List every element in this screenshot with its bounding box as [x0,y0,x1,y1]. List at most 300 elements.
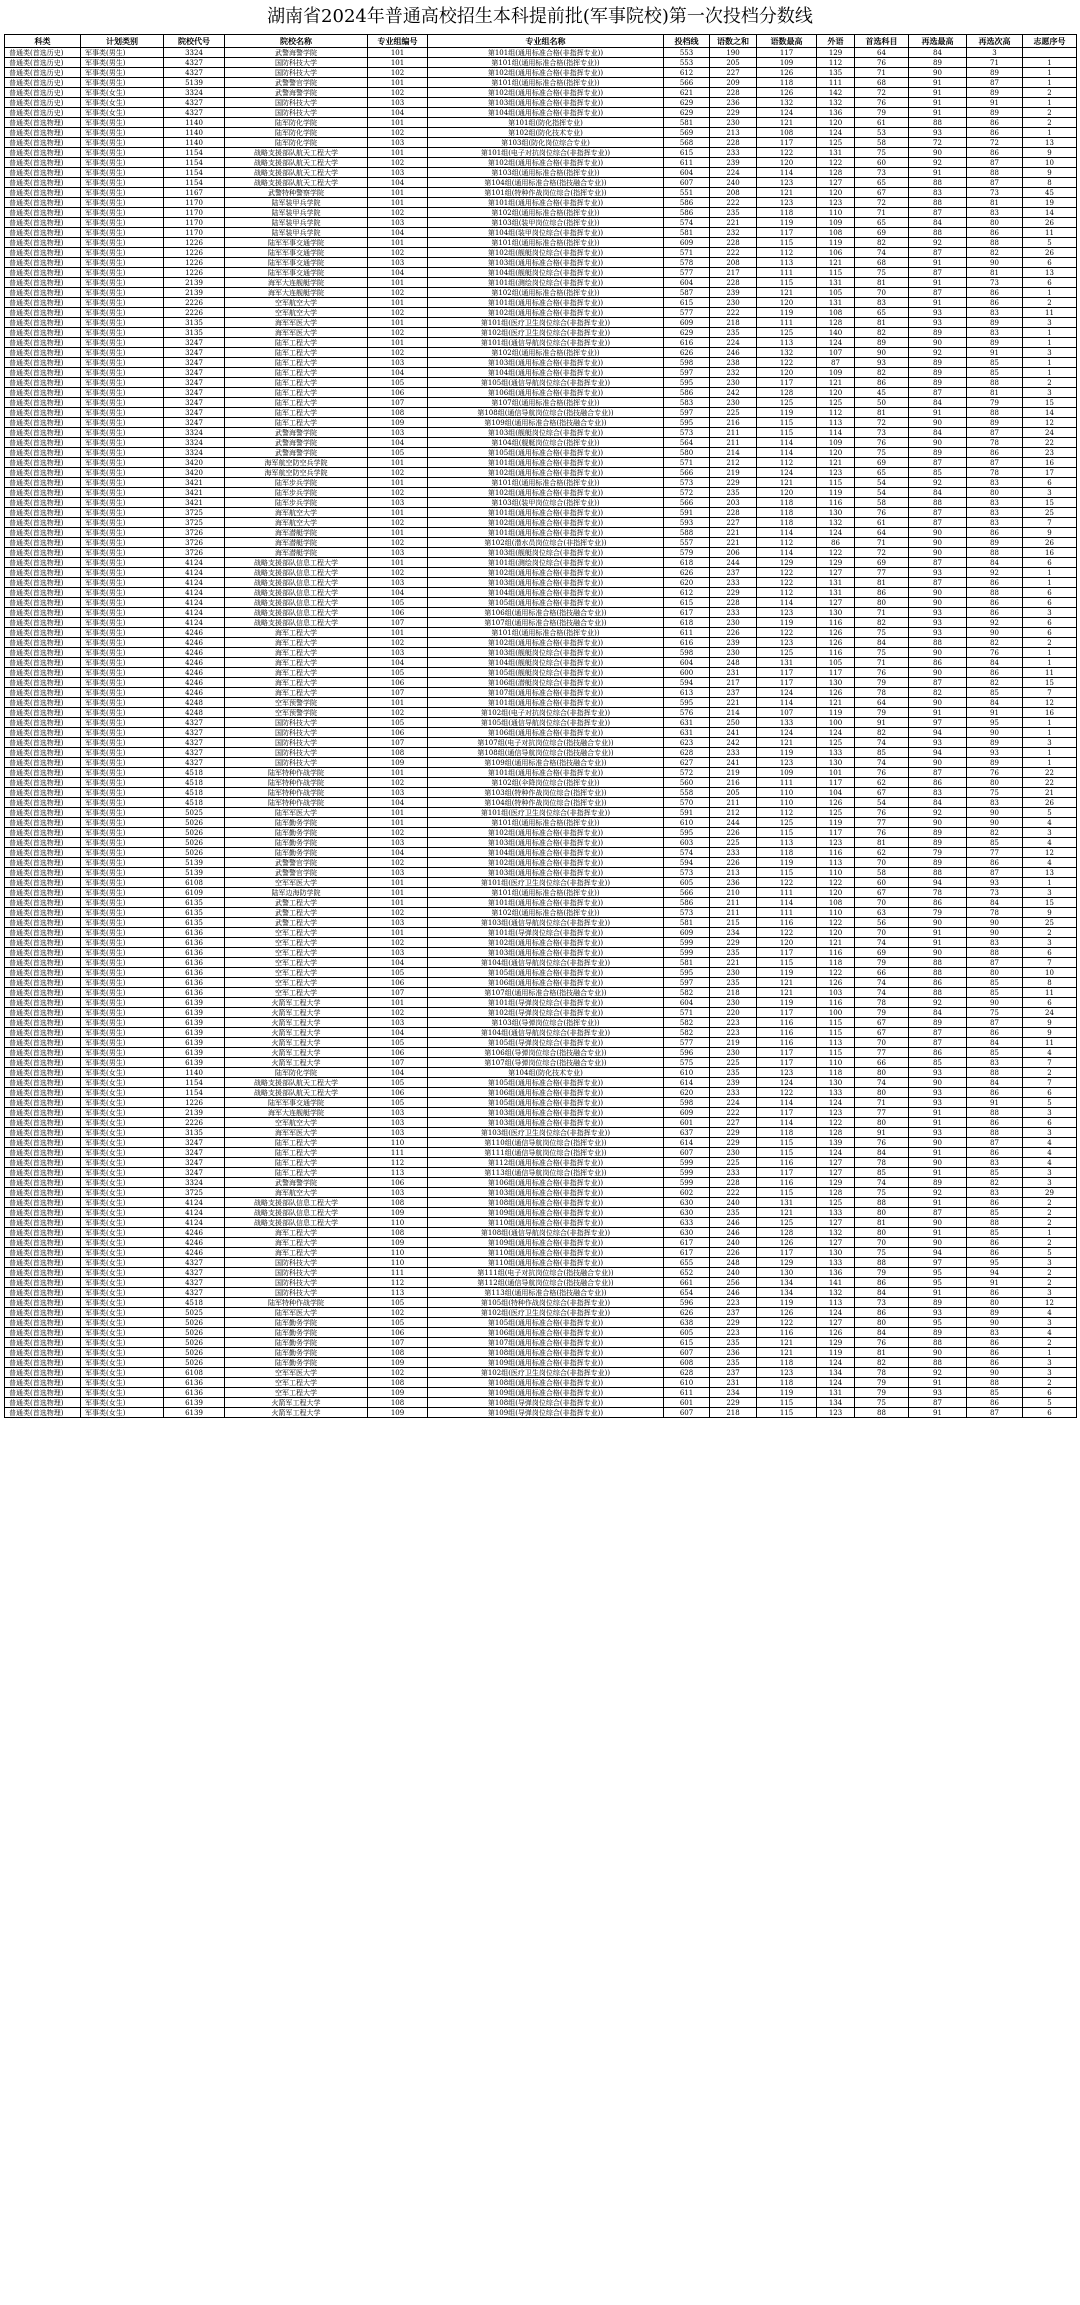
table-cell: 119 [817,238,855,248]
table-cell: 97 [909,718,967,728]
table-cell: 220 [710,1008,757,1018]
column-header: 再选次高 [967,35,1023,48]
table-row [5,288,1077,298]
table-cell: 45 [1023,188,1077,198]
table-cell: 军事类(男生) [81,628,164,638]
table-row [5,678,1077,688]
table-cell: 101 [368,148,428,158]
table-cell: 553 [664,58,710,68]
table-cell: 6 [1023,618,1077,628]
table-cell: 普通类(首选物理) [5,588,81,598]
table-cell: 普通类(首选物理) [5,478,81,488]
table-cell: 69 [855,558,909,568]
table-cell: 122 [757,358,817,368]
table-cell: 15 [1023,498,1077,508]
table-cell: 第104组(通信导航岗位综合(非指挥专业)) [428,1028,664,1038]
table-cell: 83 [967,208,1023,218]
table-cell: 第107组(通用标准合格(指挥专业)) [428,398,664,408]
table-cell: 573 [664,428,710,438]
table-cell: 84 [967,1078,1023,1088]
table-cell: 108 [368,1348,428,1358]
table-cell: 119 [757,408,817,418]
table-cell: 普通类(首选物理) [5,748,81,758]
table-cell: 221 [710,218,757,228]
table-cell: 211 [710,438,757,448]
table-cell: 4124 [164,1208,225,1218]
table-cell: 223 [710,1328,757,1338]
table-cell: 66 [855,1058,909,1068]
table-cell: 2 [1023,88,1077,98]
table-cell: 132 [817,518,855,528]
table-cell: 第103组(通用标准合格(非指挥专业)) [428,358,664,368]
table-cell: 81 [855,578,909,588]
table-row [5,688,1077,698]
table-cell: 4327 [164,728,225,738]
table-cell: 85 [855,748,909,758]
table-cell: 239 [710,1078,757,1088]
table-cell: 第104组(防化技术专业) [428,1068,664,1078]
table-cell: 110 [757,798,817,808]
table-cell: 第102组(通用标准合格(非指挥专业)) [428,938,664,948]
table-cell: 80 [967,488,1023,498]
table-cell: 607 [664,178,710,188]
table-cell: 普通类(首选物理) [5,768,81,778]
table-cell: 74 [855,978,909,988]
table-cell: 第102组(通用标准合格(非指挥专业)) [428,158,664,168]
table-cell: 122 [757,148,817,158]
table-cell: 军事类(女生) [81,1068,164,1078]
table-cell: 3 [1023,1178,1077,1188]
table-cell: 90 [909,548,967,558]
table-cell: 118 [757,1358,817,1368]
table-row [5,898,1077,908]
table-cell: 90 [909,948,967,958]
table-cell: 599 [664,1158,710,1168]
table-row [5,168,1077,178]
table-cell: 普通类(首选历史) [5,58,81,68]
table-cell: 210 [710,888,757,898]
table-cell: 85 [967,688,1023,698]
table-cell: 88 [967,548,1023,558]
table-cell: 224 [710,1098,757,1108]
table-cell: 1140 [164,138,225,148]
table-cell: 军事类(男生) [81,398,164,408]
table-cell: 114 [757,168,817,178]
table-cell: 239 [710,158,757,168]
table-cell: 106 [817,248,855,258]
table-cell: 102 [368,518,428,528]
table-cell: 军事类(女生) [81,1148,164,1158]
table-cell: 军事类(男生) [81,638,164,648]
table-cell: 638 [664,1318,710,1328]
table-cell: 229 [710,588,757,598]
table-cell: 119 [817,818,855,828]
table-cell: 第109组(通用标准合格(指技融合专业)) [428,418,664,428]
table-cell: 军事类(女生) [81,1158,164,1168]
table-cell: 陆军步兵学院 [225,478,368,488]
table-row [5,368,1077,378]
table-cell: 军事类(男生) [81,568,164,578]
table-cell: 86 [967,1338,1023,1348]
table-cell: 4246 [164,648,225,658]
table-cell: 573 [664,908,710,918]
table-row [5,488,1077,498]
table-cell: 陆军防化学院 [225,128,368,138]
table-cell: 117 [757,138,817,148]
table-row [5,1168,1077,1178]
table-cell: 133 [757,718,817,728]
table-cell: 71 [855,208,909,218]
table-cell: 628 [664,748,710,758]
table-cell: 军事类(男生) [81,788,164,798]
table-cell: 军事类(女生) [81,1108,164,1118]
table-cell: 军事类(男生) [81,538,164,548]
table-cell: 陆军工程大学 [225,1148,368,1158]
table-cell: 110 [368,1248,428,1258]
table-cell: 战略支援部队信息工程大学 [225,568,368,578]
table-cell: 第113组(通信导航岗位综合(指挥专业)) [428,1168,664,1178]
table-cell: 566 [664,888,710,898]
table-cell: 78 [855,688,909,698]
table-cell: 230 [710,1048,757,1058]
table-cell: 5 [1023,808,1077,818]
table-cell: 87 [967,868,1023,878]
table-cell: 陆军勤务学院 [225,848,368,858]
table-cell: 普通类(首选物理) [5,978,81,988]
table-cell: 91 [967,98,1023,108]
table-cell: 71 [855,68,909,78]
table-cell: 101 [368,188,428,198]
table-cell: 127 [817,568,855,578]
table-cell: 76 [855,768,909,778]
table-cell: 军事类(男生) [81,968,164,978]
table-cell: 124 [817,1148,855,1158]
table-cell: 230 [710,648,757,658]
table-row [5,1198,1077,1208]
table-cell: 军事类(男生) [81,1008,164,1018]
table-cell: 73 [855,1298,909,1308]
table-cell: 第103组(舰艇岗位综合(非指挥专业)) [428,428,664,438]
table-cell: 108 [368,1378,428,1388]
table-cell: 普通类(首选物理) [5,698,81,708]
table-cell: 3 [1023,1258,1077,1268]
table-cell: 115 [757,278,817,288]
table-cell: 125 [817,738,855,748]
table-cell: 88 [967,948,1023,958]
table-cell: 94 [909,878,967,888]
table-cell: 103 [817,988,855,998]
table-cell: 598 [664,648,710,658]
table-cell: 军事类(男生) [81,438,164,448]
table-cell: 普通类(首选物理) [5,1028,81,1038]
table-cell: 第109组(通用标准合格(非指挥专业)) [428,1238,664,1248]
table-cell: 102 [368,708,428,718]
table-cell: 88 [855,1198,909,1208]
table-row [5,1268,1077,1278]
table-cell: 82 [967,1178,1023,1188]
table-cell: 130 [757,1268,817,1278]
table-cell: 73 [967,278,1023,288]
table-cell: 105 [368,448,428,458]
table-cell: 71 [855,538,909,548]
table-cell: 229 [710,1138,757,1148]
table-cell: 103 [368,358,428,368]
table-cell: 普通类(首选物理) [5,1388,81,1398]
table-row [5,658,1077,668]
table-cell: 空军航空大学 [225,308,368,318]
table-cell: 海军潜艇学院 [225,538,368,548]
table-cell: 1170 [164,198,225,208]
table-cell: 626 [664,348,710,358]
table-cell: 609 [664,928,710,938]
table-cell: 102 [368,568,428,578]
table-cell: 111 [368,1148,428,1158]
table-cell: 第101组(通用标准合格(非指挥专业)) [428,298,664,308]
table-cell: 229 [710,1318,757,1328]
table-cell: 115 [757,868,817,878]
table-cell: 4124 [164,558,225,568]
table-cell: 第101组(导弹岗位综合(非指挥专业)) [428,928,664,938]
table-row [5,878,1077,888]
table-cell: 90 [909,1158,967,1168]
table-cell: 123 [817,198,855,208]
table-cell: 102 [368,248,428,258]
table-cell: 普通类(首选物理) [5,408,81,418]
table-cell: 230 [710,618,757,628]
table-cell: 92 [909,238,967,248]
table-cell: 70 [855,288,909,298]
table-cell: 73 [967,888,1023,898]
column-header: 语数之和 [710,35,757,48]
table-cell: 第105组(特种作战岗位综合(非指挥专业)) [428,1298,664,1308]
table-cell: 93 [909,1068,967,1078]
table-cell: 91 [855,1128,909,1138]
table-cell: 普通类(首选物理) [5,1208,81,1218]
table-cell: 104 [368,1068,428,1078]
table-cell: 106 [368,1048,428,1058]
table-cell: 普通类(首选物理) [5,1008,81,1018]
table-row [5,318,1077,328]
table-cell: 81 [967,268,1023,278]
table-cell: 普通类(首选物理) [5,968,81,978]
table-cell: 103 [368,918,428,928]
table-cell: 120 [757,158,817,168]
table-cell: 88 [855,1258,909,1268]
table-cell: 91 [909,78,967,88]
table-cell: 军事类(男生) [81,308,164,318]
table-cell: 115 [757,418,817,428]
table-cell: 86 [967,1148,1023,1158]
table-cell: 军事类(男生) [81,648,164,658]
table-cell: 112 [757,248,817,258]
table-cell: 101 [368,58,428,68]
table-cell: 230 [710,998,757,1008]
table-cell: 第106组(通用标准合格(指技融合专业)) [428,608,664,618]
table-cell: 陆军特种作战学院 [225,788,368,798]
table-cell: 第102组(舰艇岗位综合(非指挥专业)) [428,248,664,258]
table-cell: 第105组(通用标准合格(非指挥专业)) [428,598,664,608]
table-cell: 122 [817,158,855,168]
table-cell: 89 [909,378,967,388]
table-row [5,188,1077,198]
table-cell: 108 [368,408,428,418]
table-cell: 军事类(男生) [81,928,164,938]
table-cell: 战略支援部队航天工程大学 [225,1088,368,1098]
table-cell: 3725 [164,518,225,528]
table-cell: 第109组(通用标准合格(非指挥专业)) [428,1358,664,1368]
table-cell: 5026 [164,818,225,828]
table-cell: 79 [855,1008,909,1018]
table-cell: 国防科技大学 [225,1268,368,1278]
table-cell: 107 [368,688,428,698]
table-cell: 125 [817,138,855,148]
table-cell: 6139 [164,1058,225,1068]
table-cell: 91 [967,1278,1023,1288]
table-row [5,468,1077,478]
table-cell: 80 [855,1228,909,1238]
table-cell: 121 [817,698,855,708]
table-cell: 126 [817,688,855,698]
table-cell: 陆军工程大学 [225,378,368,388]
table-cell: 230 [710,298,757,308]
table-cell: 121 [757,478,817,488]
table-cell: 军事类(男生) [81,298,164,308]
table-cell: 普通类(首选物理) [5,188,81,198]
table-cell: 军事类(男生) [81,1018,164,1028]
table-cell: 87 [909,1398,967,1408]
table-cell: 121 [817,458,855,468]
table-cell: 82 [967,828,1023,838]
table-cell: 633 [664,1218,710,1228]
table-cell: 115 [817,268,855,278]
table-cell: 陆军装甲兵学院 [225,198,368,208]
table-cell: 普通类(首选物理) [5,398,81,408]
table-cell: 84 [909,488,967,498]
table-cell: 105 [368,968,428,978]
column-header: 首选科目 [855,35,909,48]
table-cell: 普通类(首选物理) [5,608,81,618]
table-cell: 军事类(女生) [81,1398,164,1408]
table-cell: 217 [710,268,757,278]
table-cell: 88 [909,988,967,998]
table-cell: 空军军医大学 [225,1368,368,1378]
table-cell: 2226 [164,298,225,308]
table-cell: 军事类(男生) [81,498,164,508]
table-cell: 101 [368,278,428,288]
table-cell: 113 [817,1038,855,1048]
table-cell: 3 [1023,1318,1077,1328]
table-row [5,578,1077,588]
table-cell: 6139 [164,998,225,1008]
table-cell: 118 [757,1128,817,1138]
table-cell: 109 [368,1388,428,1398]
table-cell: 124 [817,1098,855,1108]
table-cell: 军事类(男生) [81,548,164,558]
table-cell: 3247 [164,358,225,368]
table-row [5,528,1077,538]
table-cell: 军事类(男生) [81,938,164,948]
table-cell: 普通类(首选物理) [5,238,81,248]
table-cell: 第104组(舰艇岗位综合(非指挥专业)) [428,268,664,278]
table-cell: 566 [664,468,710,478]
table-cell: 232 [710,368,757,378]
table-cell: 58 [855,868,909,878]
table-cell: 120 [817,888,855,898]
table-cell: 3 [1023,608,1077,618]
table-cell: 125 [757,398,817,408]
table-cell: 第103组(通用标准合格(非指挥专业)) [428,868,664,878]
table-cell: 79 [855,678,909,688]
table-cell: 3421 [164,488,225,498]
table-cell: 武警海警学院 [225,438,368,448]
table-cell: 普通类(首选物理) [5,148,81,158]
table-cell: 空军预警学院 [225,698,368,708]
table-cell: 3726 [164,548,225,558]
table-cell: 88 [967,238,1023,248]
table-cell: 119 [757,748,817,758]
table-cell: 103 [368,838,428,848]
table-cell: 221 [710,958,757,968]
table-cell: 海军工程大学 [225,638,368,648]
table-cell: 79 [855,1268,909,1278]
table-cell: 70 [855,898,909,908]
table-cell: 3247 [164,418,225,428]
table-cell: 613 [664,688,710,698]
table-cell: 4246 [164,668,225,678]
table-cell: 121 [817,938,855,948]
table-cell: 90 [967,928,1023,938]
table-cell: 117 [757,678,817,688]
table-cell: 3 [1023,1128,1077,1138]
table-cell: 第102组(通用标准合格(非指挥专业)) [428,88,664,98]
table-row [5,78,1077,88]
table-cell: 1 [1023,368,1077,378]
table-cell: 102 [368,468,428,478]
table-cell: 102 [368,778,428,788]
table-cell: 军事类(女生) [81,1258,164,1268]
table-cell: 654 [664,1288,710,1298]
table-cell: 105 [368,378,428,388]
table-cell: 3 [1023,1358,1077,1368]
table-cell: 军事类(男生) [81,138,164,148]
table-cell: 95 [967,718,1023,728]
table-cell: 2 [1023,1278,1077,1288]
table-cell: 89 [967,1308,1023,1318]
table-cell: 132 [817,98,855,108]
table-cell: 103 [368,98,428,108]
table-cell: 591 [664,808,710,818]
table-cell: 22 [1023,778,1077,788]
table-cell: 5026 [164,828,225,838]
table-cell: 112 [368,1278,428,1288]
table-cell: 111 [757,268,817,278]
table-cell: 普通类(首选物理) [5,988,81,998]
table-cell: 115 [757,1398,817,1408]
table-cell: 空军工程大学 [225,948,368,958]
table-row [5,548,1077,558]
table-cell: 军事类(男生) [81,328,164,338]
table-row [5,1278,1077,1288]
table-cell: 115 [817,1048,855,1058]
table-cell: 91 [967,1098,1023,1108]
table-cell: 5139 [164,858,225,868]
table-cell: 225 [710,408,757,418]
table-cell: 94 [909,748,967,758]
table-cell: 122 [757,628,817,638]
table-cell: 普通类(首选物理) [5,658,81,668]
table-cell: 102 [368,308,428,318]
table-cell: 国防科技大学 [225,1258,368,1268]
